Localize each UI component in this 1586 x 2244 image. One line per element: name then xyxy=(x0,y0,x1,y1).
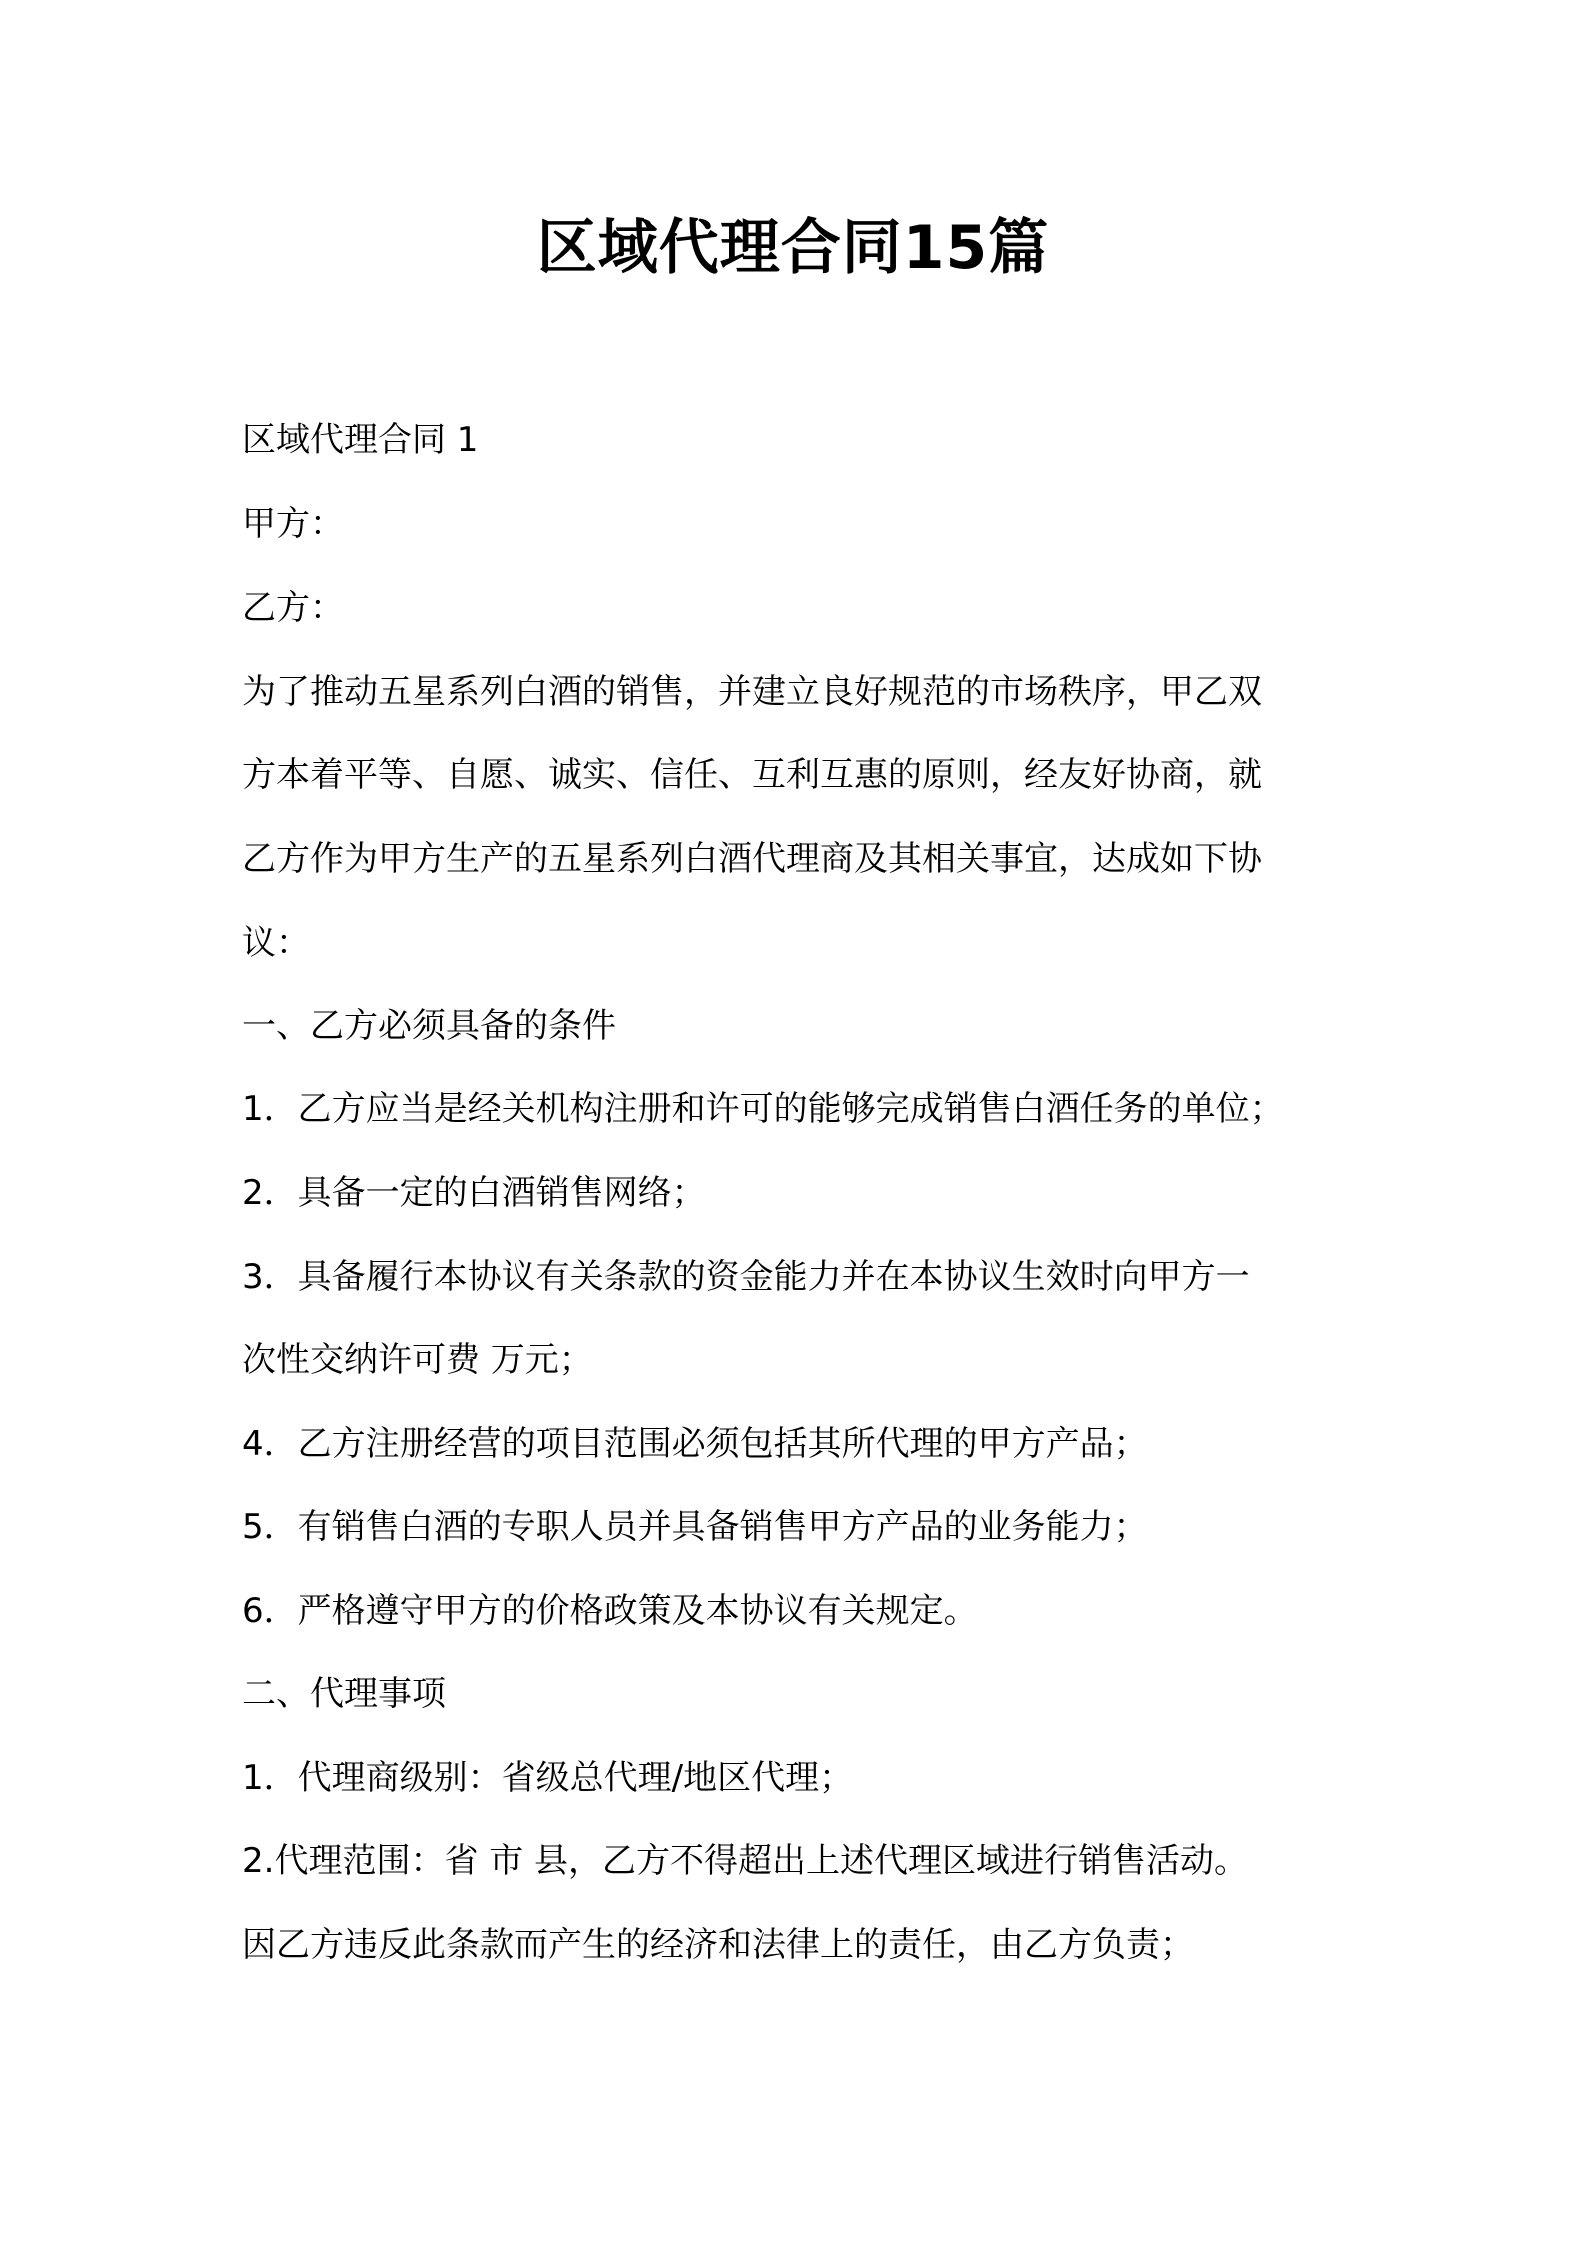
clause-1-1: 1．乙方应当是经关机构注册和许可的能够完成销售白酒任务的单位； xyxy=(242,1089,1284,1129)
clause-1-4: 4．乙方注册经营的项目范围必须包括其所代理的甲方产品； xyxy=(242,1424,1148,1464)
clause-2-1: 1．代理商级别：省级总代理/地区代理； xyxy=(242,1758,854,1798)
section-heading-1: 一、乙方必须具备的条件 xyxy=(242,1006,616,1046)
party-b-line: 乙方： xyxy=(242,588,344,628)
preamble-line-3: 乙方作为甲方生产的五星系列白酒代理商及其相关事宜，达成如下协 xyxy=(242,839,1262,879)
preamble-line-1: 为了推动五星系列白酒的销售，并建立良好规范的市场秩序，甲乙双 xyxy=(242,672,1262,712)
section-heading-2: 二、代理事项 xyxy=(242,1674,446,1714)
clause-2-2-cont: 因乙方违反此条款而产生的经济和法律上的责任，由乙方负责； xyxy=(242,1925,1194,1965)
clause-1-5: 5．有销售白酒的专职人员并具备销售甲方产品的业务能力； xyxy=(242,1507,1148,1547)
clause-1-3-cont: 次性交纳许可费 万元； xyxy=(242,1340,593,1380)
preamble-line-4: 议： xyxy=(242,923,310,963)
clause-1-2: 2．具备一定的白酒销售网络； xyxy=(242,1173,706,1213)
clause-1-6: 6．严格遵守甲方的价格政策及本协议有关规定。 xyxy=(242,1591,978,1631)
preamble-line-2: 方本着平等、自愿、诚实、信任、互利互惠的原则，经友好协商，就 xyxy=(242,755,1262,795)
document-title: 区域代理合同15篇 xyxy=(536,213,1050,283)
contract-heading: 区域代理合同 1 xyxy=(242,420,479,460)
party-a-line: 甲方： xyxy=(242,504,344,544)
clause-2-2: 2.代理范围：省 市 县，乙方不得超出上述代理区域进行销售活动。 xyxy=(242,1841,1249,1881)
clause-1-3: 3．具备履行本协议有关条款的资金能力并在本协议生效时向甲方一 xyxy=(242,1257,1250,1297)
